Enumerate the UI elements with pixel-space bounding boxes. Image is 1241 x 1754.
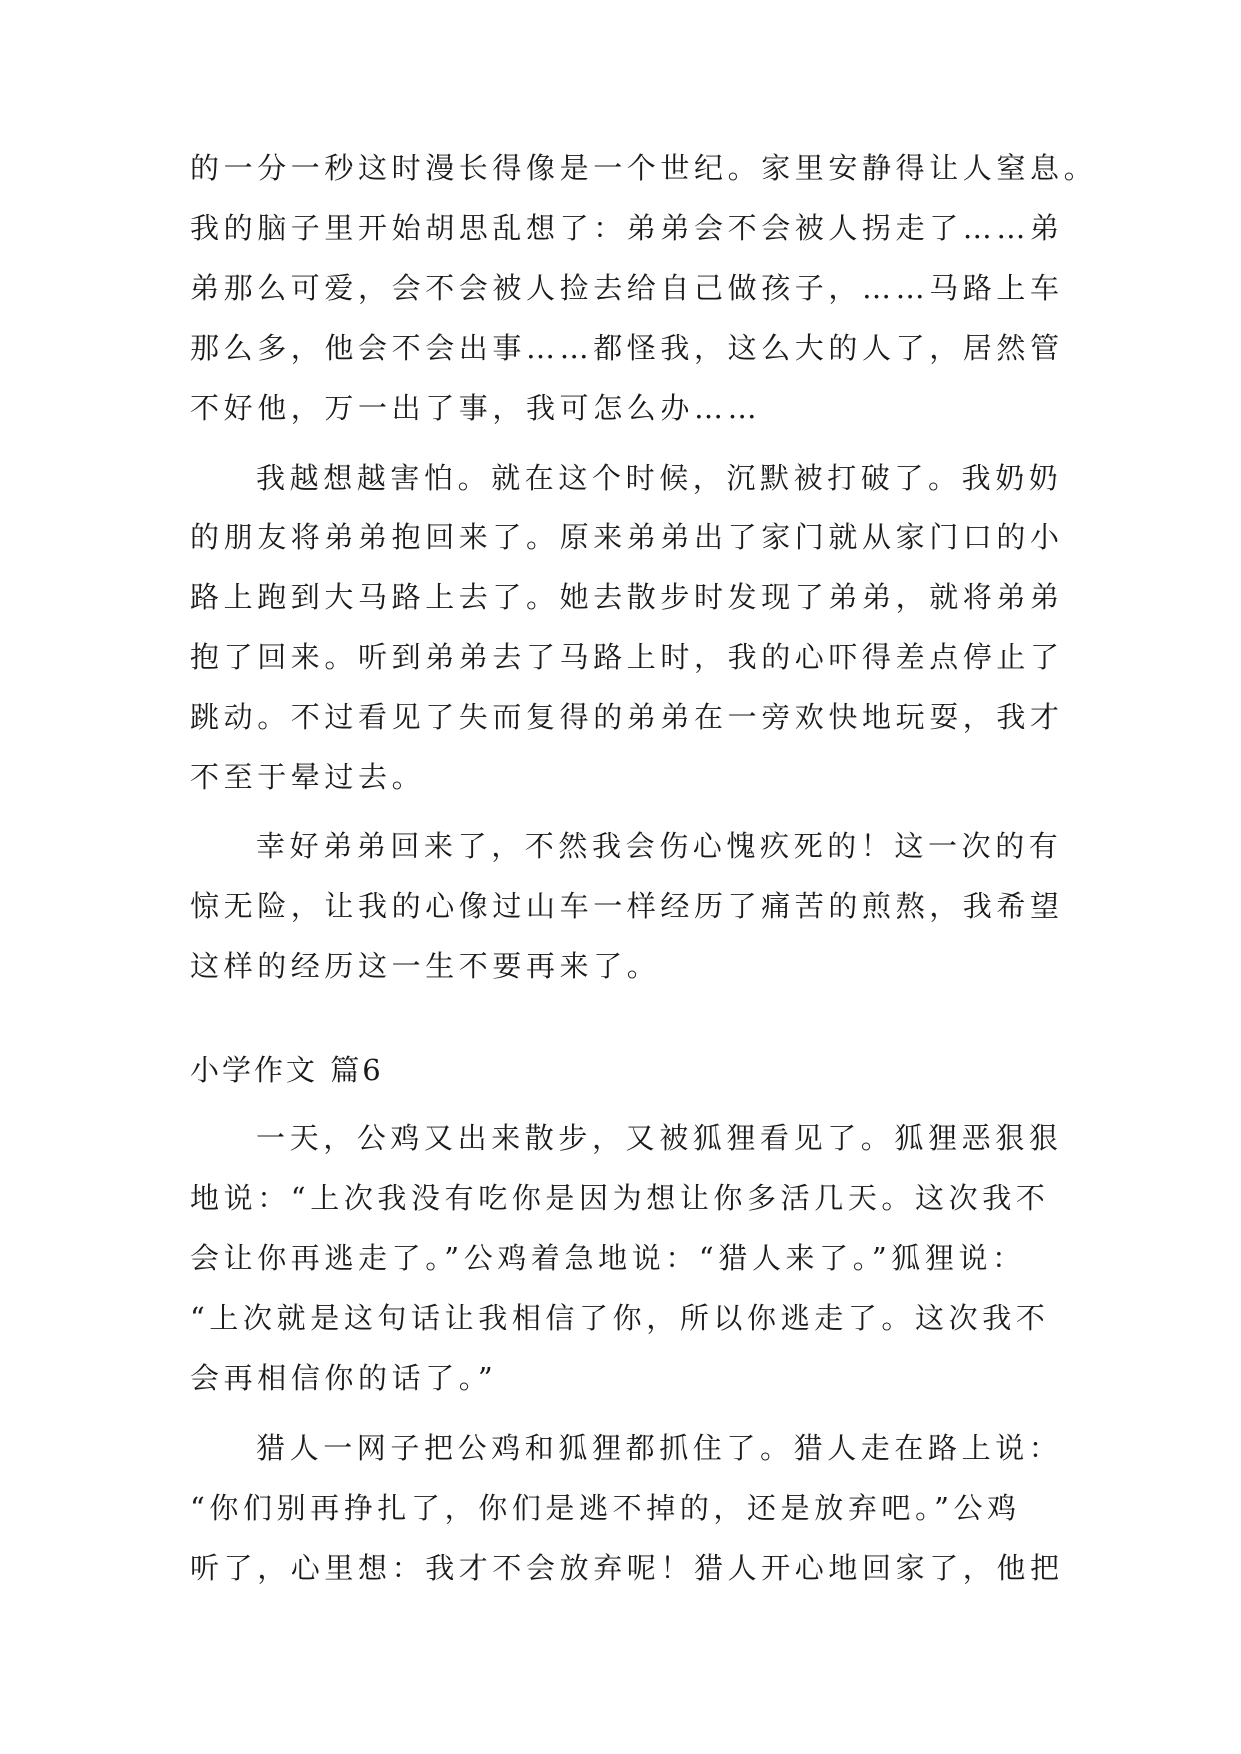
text-line: “上次就是这句话让我相信了你，所以你逃走了。这次我不 <box>190 1301 1050 1335</box>
text-line: 那么多，他会不会出事……都怪我，这么大的人了，居然管 <box>190 331 1064 365</box>
text-line: 猎人一网子把公鸡和狐狸都抓住了。猎人走在路上说： <box>256 1431 1063 1465</box>
text-line: 不至于晕过去。 <box>190 760 426 794</box>
text-line: 抱了回来。听到弟弟去了马路上时，我的心吓得差点停止了 <box>190 640 1064 674</box>
text-line: 我的脑子里开始胡思乱想了：弟弟会不会被人拐走了……弟 <box>190 211 1064 245</box>
text-line: “你们别再挣扎了，你们是逃不掉的，还是放弃吧。”公鸡 <box>190 1491 1021 1525</box>
text-line: 会让你再逃走了。”公鸡着急地说：“猎人来了。”狐狸说： <box>190 1241 1026 1275</box>
text-line: 这样的经历这一生不要再来了。 <box>190 949 661 983</box>
text-line: 的朋友将弟弟抱回来了。原来弟弟出了家门就从家门口的小 <box>190 520 1064 554</box>
text-line: 的一分一秒这时漫长得像是一个世纪。家里安静得让人窒息。 <box>190 151 1098 185</box>
text-line: 幸好弟弟回来了，不然我会伤心愧疚死的！这一次的有 <box>256 829 1063 863</box>
text-line: 弟那么可爱，会不会被人捡去给自己做孩子，……马路上车 <box>190 271 1064 305</box>
text-line: 我越想越害怕。就在这个时候，沉默被打破了。我奶奶 <box>256 461 1063 495</box>
text-line: 一天，公鸡又出来散步，又被狐狸看见了。狐狸恶狠狠 <box>256 1121 1063 1155</box>
text-line: 听了，心里想：我才不会放弃呢！猎人开心地回家了，他把 <box>190 1551 1064 1585</box>
text-line: 地说：“上次我没有吃你是因为想让你多活几天。这次我不 <box>190 1181 1050 1215</box>
text-line: 不好他，万一出了事，我可怎么办…… <box>190 391 762 425</box>
text-line: 路上跑到大马路上去了。她去散步时发现了弟弟，就将弟弟 <box>190 580 1064 614</box>
text-line: 会再相信你的话了。” <box>190 1361 498 1395</box>
section-heading: 小学作文 篇6 <box>190 1053 384 1087</box>
text-line: 惊无险，让我的心像过山车一样经历了痛苦的煎熬，我希望 <box>190 889 1064 923</box>
text-line: 跳动。不过看见了失而复得的弟弟在一旁欢快地玩耍，我才 <box>190 700 1064 734</box>
